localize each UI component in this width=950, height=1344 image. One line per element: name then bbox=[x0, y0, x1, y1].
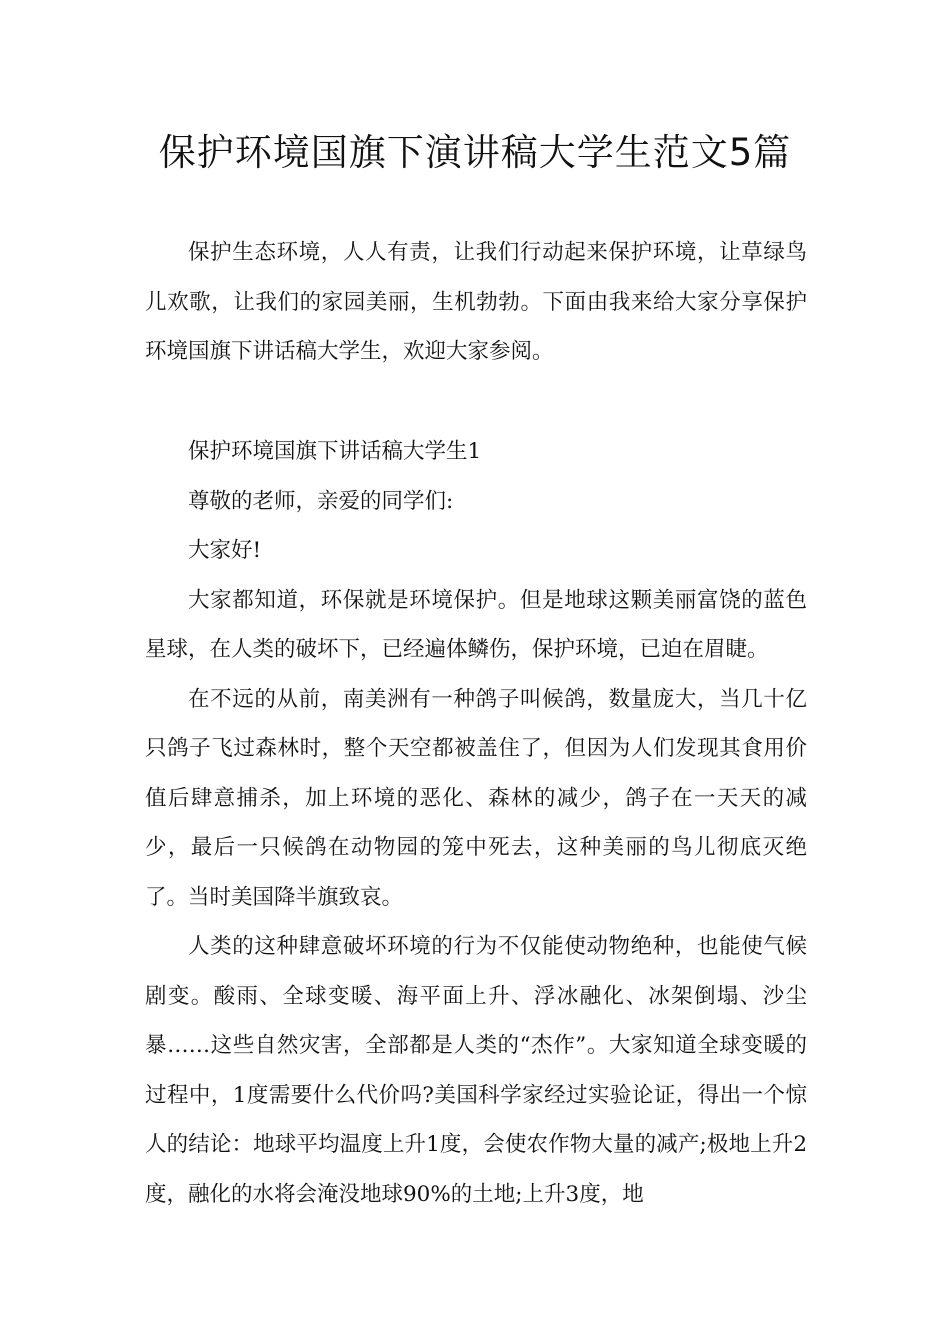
section-heading: 保护环境国旗下讲话稿大学生1 bbox=[188, 439, 482, 464]
body-paragraph: 大家都知道，环保就是环境保护。但是地球这颗美丽富饶的蓝色星球，在人类的破坏下，已经遍体鳞伤，保护环境，已迫在眉睫。 bbox=[145, 587, 807, 662]
intro-paragraph: 保护生态环境，人人有责，让我们行动起来保护环境，让草绿鸟儿欢歌，让我们的家园美丽，生机勃勃。下面由我来给大家分享保护环境国旗下讲话稿大学生，欢迎大家参阅。 bbox=[145, 240, 807, 364]
body-paragraph: 人类的这种肆意破坏环境的行为不仅能使动物绝种，也能使气候剧变。酸雨、全球变暖、海平面上升、浮冰融化、冰架倒塌、沙尘暴……这些自然灾害，全部都是人类的“杰作”。大家知道全球变暖的过程中，1度需要什么代价吗?美国科学家经过实验论证，得出一个惊人的结论：地球平均温度上升1度，会使农作物大量的减产;极地上升2度，融化的水将会淹没地球90%的土地;上升3度，地 bbox=[145, 934, 807, 1207]
speech-section bbox=[145, 427, 807, 1219]
intro-section bbox=[145, 228, 807, 377]
document-title: 保护环境国旗下演讲稿大学生范文5篇 bbox=[158, 131, 792, 174]
salutation: 尊敬的老师，亲爱的同学们: bbox=[188, 488, 454, 514]
greeting: 大家好! bbox=[188, 538, 262, 563]
body-paragraph: 在不远的从前，南美洲有一种鸽子叫候鸽，数量庞大，当几十亿只鸽子飞过森林时，整个天空都被盖住了，但因为人们发现其食用价值后肆意捕杀，加上环境的恶化、森林的减少，鸽子在一天天的减少，最后一只候鸽在动物园的笼中死去，这种美丽的鸟儿彻底灭绝了。当时美国降半旗致哀。 bbox=[145, 686, 807, 910]
